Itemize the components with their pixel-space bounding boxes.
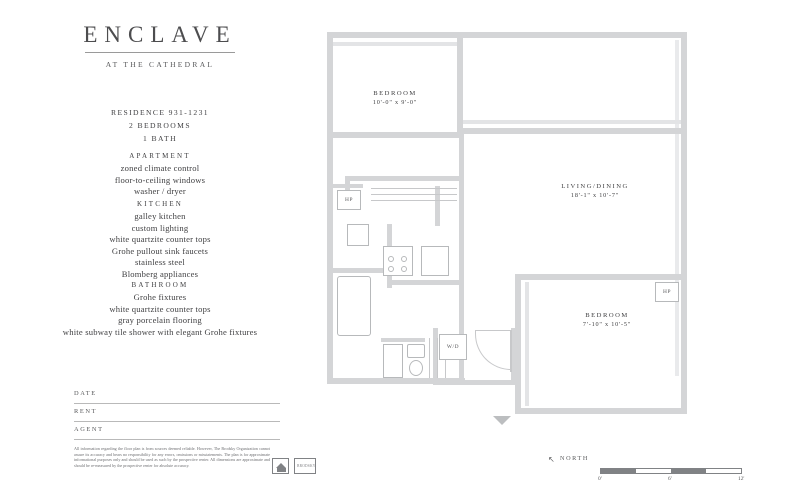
brodsky-logo-label: BRODSKY [297, 464, 316, 468]
room-dimensions: 10'-0" x 9'-0" [372, 99, 418, 106]
feature-heading: APARTMENT [129, 152, 191, 160]
room-label-living-dining [535, 183, 655, 199]
wall-kitchen-right [435, 186, 440, 226]
form-rule [74, 439, 280, 440]
feature-item: Blomberg appliances [121, 268, 199, 279]
wall-bedroom1-bottom [327, 132, 463, 138]
range-fixture [383, 246, 413, 276]
scale-tick-6: 6' [668, 476, 672, 482]
brand-name: ENCLAVE [83, 22, 237, 47]
feature-heading: KITCHEN [136, 200, 184, 208]
bedroom1-closet [383, 344, 403, 378]
form-label-agent: AGENT [74, 426, 104, 433]
equal-housing-opportunity-icon [272, 458, 289, 474]
form-label-date: DATE [74, 390, 97, 397]
burner-icon-4 [401, 266, 407, 272]
room-label-bedroom-2 [557, 312, 657, 328]
burner-icon-3 [388, 266, 394, 272]
feature-heading: BATHROOM [131, 281, 189, 289]
info-panel [0, 0, 320, 500]
hp-upper-niche [333, 184, 363, 188]
room-dimensions: 18'-1" x 10'-7" [570, 192, 620, 199]
entry-door-arc [475, 330, 511, 370]
wall-lower-left [327, 268, 333, 384]
refrigerator-fixture [421, 246, 449, 276]
entry-marker-icon [493, 416, 511, 425]
feature-item: stainless steel [134, 257, 186, 268]
wall-bath-top [327, 268, 385, 273]
wall-livingroom-top [457, 32, 687, 38]
scale-segment [636, 469, 671, 473]
closet-hatch-2 [437, 338, 438, 378]
room-name: BEDROOM [585, 312, 629, 319]
vanity-counter [381, 338, 425, 342]
feature-item: gray porcelain flooring [118, 315, 202, 326]
burner-icon-1 [388, 256, 394, 262]
feature-item: zoned climate control [120, 163, 200, 173]
compass-and-scale [548, 455, 748, 485]
marker-washer-dryer [439, 334, 467, 360]
room-name: LIVING/DINING [561, 183, 629, 190]
logo-group [272, 458, 318, 476]
feature-item: white quartzite counter tops [109, 303, 211, 314]
burner-icon-2 [401, 256, 407, 262]
residence-number: RESIDENCE 931-1231 [111, 108, 209, 117]
feature-item: custom lighting [131, 222, 189, 233]
feature-item: Grohe fixtures [133, 292, 187, 302]
wall-bedroom2-window [525, 282, 529, 406]
marker-hp-right-label: HP [662, 289, 672, 295]
wall-entry-bottom [433, 380, 515, 385]
marker-hp-right [655, 282, 679, 302]
wall-bedroom1-top [327, 32, 463, 38]
toilet-fixture [409, 360, 423, 376]
marker-wd-label: W/D [446, 344, 460, 350]
feature-group-apartment [0, 152, 320, 198]
brodsky-logo [294, 458, 316, 474]
scale-segment [671, 469, 706, 473]
floor-plan-drawing [325, 28, 725, 408]
residence-info [0, 106, 320, 145]
feature-item: white quartzite counter tops [109, 234, 211, 245]
feature-group-bathroom [0, 281, 320, 338]
form-row-rent[interactable] [74, 404, 280, 422]
wall-bedroom2-bottom [515, 408, 687, 414]
feature-item: washer / dryer [134, 186, 186, 197]
disclaimer-text: All information regarding the floor plan is from sources deemed reliable. However, The Brodsky Organization cannot assure its accuracy and bears no responsibility for any errors, omissions or misstatements. The plan is for approximate informational purposes only and should be used as such by the prospective renter. All dimensions are approximate and should be re-measured by the prospective renter for absolute accuracy. [74, 446, 270, 468]
kitchen-sink-fixture [347, 224, 369, 246]
scale-tick-0: 0' [598, 476, 602, 482]
residence-bedrooms: 2 BEDROOMS [129, 121, 191, 130]
wall-living-window-right [675, 40, 679, 376]
residence-baths: 1 BATH [143, 134, 177, 143]
form-fields [74, 386, 280, 440]
marker-hp-upper [337, 190, 361, 210]
north-arrow-icon: ↖ [548, 455, 555, 464]
wall-center-partition [459, 134, 464, 288]
form-label-rent: RENT [74, 408, 98, 415]
marker-hp-upper-label: HP [344, 197, 354, 203]
feature-item: galley kitchen [134, 211, 186, 221]
room-label-bedroom-1 [345, 90, 445, 106]
feature-group-kitchen [0, 200, 320, 281]
brand-block [0, 22, 320, 69]
scale-tick-12: 12' [738, 476, 745, 482]
form-row-date[interactable] [74, 386, 280, 404]
hp-right-niche [651, 276, 681, 280]
feature-item: white subway tile shower with elegant Grohe fixtures [62, 326, 258, 337]
north-label: NORTH [560, 455, 589, 462]
scale-bar [600, 468, 742, 474]
form-row-agent[interactable] [74, 422, 280, 440]
wall-kitchen-bottom [387, 280, 463, 285]
brand-subtitle: AT THE CATHEDRAL [105, 60, 215, 69]
wall-kitchen-top [345, 176, 463, 181]
closet-hatch-1 [429, 338, 430, 378]
wall-bedroom2-right [681, 274, 687, 414]
bathtub-fixture [337, 276, 371, 336]
feature-item: Grohe pullout sink faucets [111, 245, 209, 256]
house-base-icon [277, 468, 286, 472]
hallway-hatch-3 [371, 200, 457, 201]
brand-divider [85, 52, 235, 53]
scale-segment [706, 469, 741, 473]
wall-living-band-inner [463, 120, 681, 124]
wall-bedroom1-window [333, 42, 459, 46]
scale-segment [601, 469, 636, 473]
sink-fixture [407, 344, 425, 358]
wall-living-band [463, 128, 681, 134]
feature-item: floor-to-ceiling windows [114, 174, 206, 185]
entry-door-panel [510, 330, 512, 372]
room-name: BEDROOM [373, 90, 417, 97]
hallway-hatch-2 [371, 194, 457, 195]
room-dimensions: 7'-10" x 10'-5" [582, 321, 632, 328]
hallway-hatch-1 [371, 188, 457, 189]
